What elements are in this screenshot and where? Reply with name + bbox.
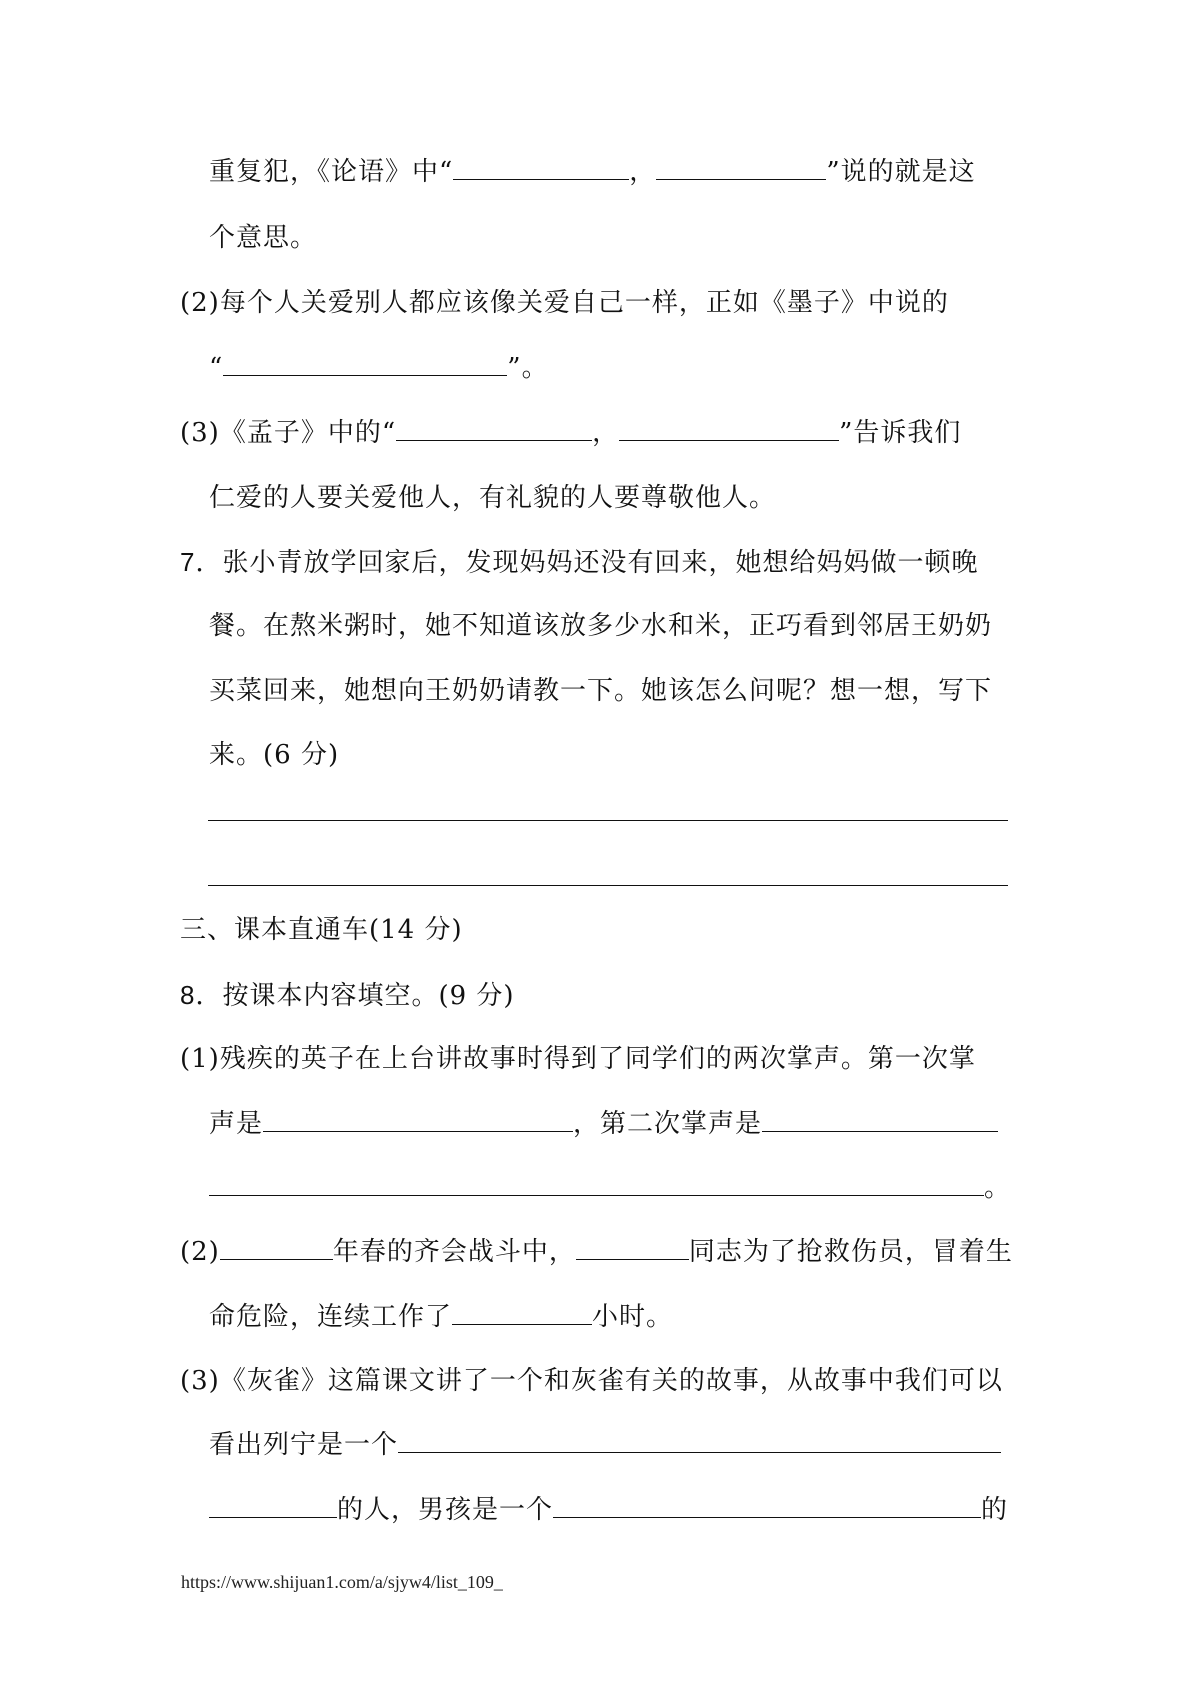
question-number: 7． [180,547,223,577]
answer-blank[interactable] [209,1491,337,1518]
question-number: 8． [180,980,223,1010]
line-text: 命危险，连续工作了 [209,1302,453,1332]
line-text: (3)《灰雀》这篇课文讲了一个和灰雀有关的故事，从故事中我们可以 [180,1366,1003,1396]
line-text: 按课本内容填空。(9 分) [222,981,515,1011]
text-line [209,735,339,775]
sub-question [180,1232,1013,1272]
line-text: 同志为了抢救伤员，冒着生 [688,1237,1013,1267]
line-text: 个意思。 [209,223,318,253]
line-text: 仁爱的人要关爱他人，有礼貌的人要尊敬他人。 [209,483,777,513]
text-line [209,218,317,258]
footer-url[interactable]: https://www.shijuan1.com/a/sjyw4/list_109_ [181,1572,503,1592]
line-text: 年春的齐会战斗中， [332,1237,576,1267]
text-line [209,152,976,192]
text-line [209,1490,1008,1530]
text-line [209,1297,673,1337]
line-text: (2)每个人关爱别人都应该像关爱自己一样，正如《墨子》中说的 [180,288,949,318]
section-title: 三、课本直通车(14 分) [180,915,463,945]
sub-question [180,283,949,323]
answer-blank[interactable] [576,1233,689,1260]
text-line [209,671,992,711]
line-text: (1)残疾的英子在上台讲故事时得到了同学们的两次掌声。第一次掌 [180,1044,976,1074]
answer-blank[interactable] [263,1105,573,1132]
answer-blank[interactable] [656,153,826,180]
line-text: 的 [981,1495,1009,1525]
line-text: 看出列宁是一个 [209,1430,399,1460]
line-text: ”说的就是这 [826,157,976,187]
line-text: (3)《孟子》中的“ [180,418,397,448]
question-7 [180,542,978,583]
line-text: 买菜回来，她想向王奶奶请教一下。她该怎么问呢？想一想，写下 [209,676,993,706]
answer-line[interactable] [208,820,1008,821]
answer-blank[interactable] [553,1491,981,1518]
line-text: 的人，男孩是一个 [337,1495,554,1525]
sub-question [180,1039,976,1079]
answer-line[interactable] [208,885,1008,886]
line-text: (2) [180,1237,220,1267]
text-line [209,1425,1001,1465]
line-text: 小时。 [592,1302,674,1332]
line-text: ， [592,418,620,448]
answer-blank[interactable] [396,414,592,441]
question-8 [180,975,515,1016]
answer-blank[interactable] [209,1169,984,1196]
sub-question [180,1361,1003,1401]
line-text: 声是 [209,1109,264,1139]
text-line [209,1104,998,1144]
line-text: ， [629,157,657,187]
answer-blank[interactable] [453,153,629,180]
line-text: “ [209,353,224,383]
answer-blank[interactable] [762,1105,998,1132]
line-text: 张小青放学回家后，发现妈妈还没有回来，她想给妈妈做一顿晚 [222,548,979,578]
text-line [209,606,992,646]
line-text: 重复犯，《论语》中“ [209,157,454,187]
sub-question [180,413,961,453]
answer-blank[interactable] [223,349,507,376]
answer-blank[interactable] [398,1426,1001,1453]
answer-blank[interactable] [220,1233,333,1260]
text-line [209,348,549,388]
line-text: 。 [984,1173,1012,1203]
line-text: 来。(6 分) [209,740,340,770]
answer-blank[interactable] [452,1298,592,1325]
answer-blank[interactable] [619,414,839,441]
line-text: ，第二次掌声是 [573,1109,763,1139]
line-text: ”。 [507,353,549,383]
line-text: 餐。在熬米粥时，她不知道该放多少水和米，正巧看到邻居王奶奶 [209,611,993,641]
text-line [209,478,776,518]
text-line [209,1168,1011,1208]
line-text: ”告诉我们 [839,418,962,448]
section-heading [180,910,463,950]
